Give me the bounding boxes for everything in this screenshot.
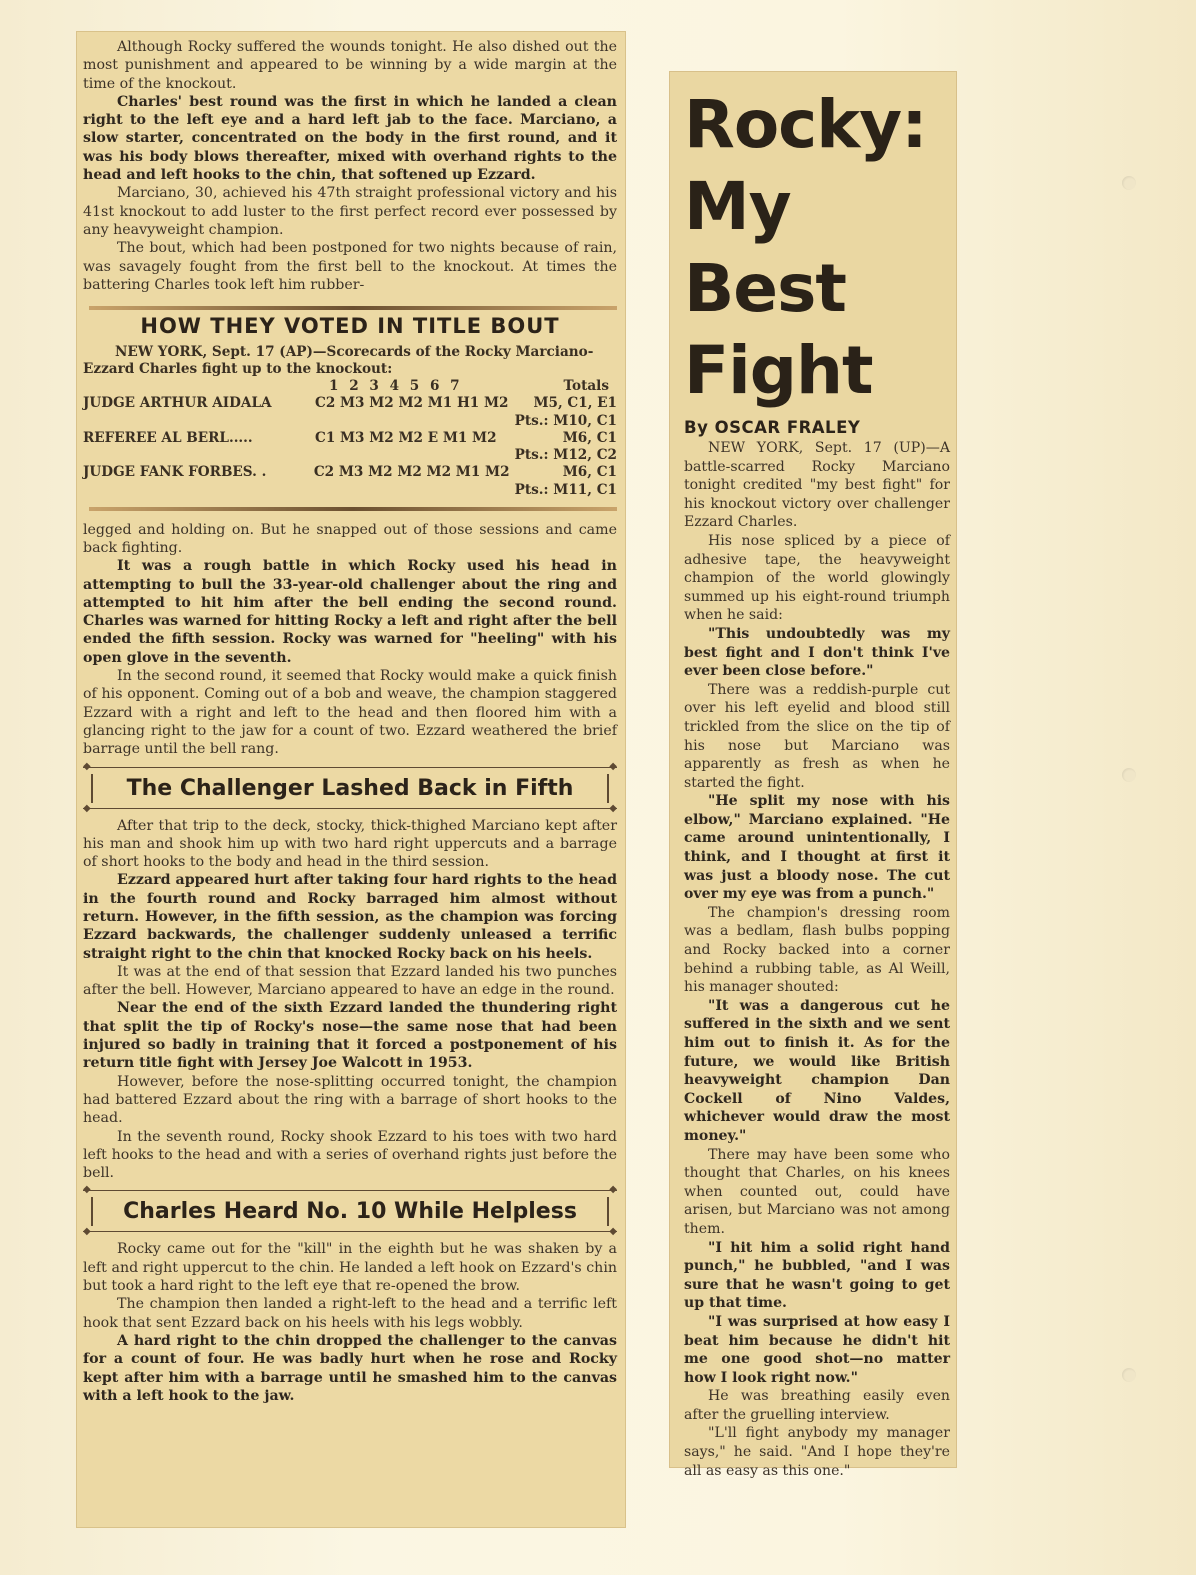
round-marks: C2 M3 M2 M2 M2 M1 M2 xyxy=(313,464,510,481)
paragraph: "I hit him a solid right hand punch," he bubbled, "and I was sure that he wasn't going to get up that time. xyxy=(684,1239,950,1312)
subhead-helpless xyxy=(83,1184,617,1238)
paragraph: legged and holding on. But he snapped out of those sessions and came back fighting. xyxy=(83,521,617,556)
article-body-end xyxy=(83,1240,617,1405)
paragraph: In the second round, it seemed that Rocky would make a quick finish of his opponent. Coming out of a bob and weave, the champion staggered Ezzard with a right and left to the head and then floored him with a glancing right to the jaw for a count of two. Ezzard weathered the brief barrage until the bell rang. xyxy=(83,668,617,758)
round-marks: C2 M3 M2 M2 M1 H1 M2 xyxy=(315,395,509,412)
diamond-ornament: ◆ xyxy=(609,1184,617,1196)
punch-hole xyxy=(1122,176,1136,190)
headline-line: Fight xyxy=(684,332,873,409)
scorecard-intro: NEW YORK, Sept. 17 (AP)—Scorecards of the Rocky Marciano-Ezzard Charles fight up to the knockout: xyxy=(83,344,594,378)
byline: By OSCAR FRALEY xyxy=(684,418,861,437)
scorecard-box xyxy=(83,306,617,511)
totals-label: Totals xyxy=(563,378,609,395)
divider-rule xyxy=(89,306,617,310)
paragraph: The champion's dressing room was a bedlam, flash bulbs popping and Rocky backed into a corner behind a rubbing table, as Al Weill, his manager shouted: xyxy=(684,904,950,996)
scorecard-title: HOW THEY VOTED IN TITLE BOUT xyxy=(140,314,560,339)
paragraph: "It was a dangerous cut he suffered in the sixth and we sent him out to finish it. As for the future, we would like British heavyweight champion Dan Cockell of Nino Valdes, whichever would draw the most money." xyxy=(684,997,950,1144)
punch-hole xyxy=(1122,768,1136,782)
paragraph: "This undoubtedly was my best fight and I don't think I've ever been close before." xyxy=(684,625,950,680)
official-name: JUDGE FANK FORBES. . xyxy=(83,464,267,481)
scorecard-points: Pts.: M12, C2 xyxy=(514,447,617,464)
scorecard-rows xyxy=(83,395,617,499)
diamond-ornament: ◆ xyxy=(83,1184,91,1196)
paragraph: "L'll fight anybody my manager says," he said. "And I hope they're all as easy as this one." xyxy=(684,1425,950,1479)
subhead-title: The Challenger Lashed Back in Fifth xyxy=(91,774,609,803)
paragraph: Rocky came out for the "kill" in the eighth but he was shaken by a left and right uppercut to the chin. He landed a left hook on Ezzard's chin but took a hard right to the left eye that re-opened the brow. xyxy=(83,1241,617,1295)
paragraph: His nose spliced by a piece of adhesive tape, the heavyweight champion of the world glowingly summed up his eight-round triumph when he said: xyxy=(684,532,950,624)
paragraph: He was breathing easily even after the gruelling interview. xyxy=(684,1388,950,1423)
article-body-fifth xyxy=(83,817,617,1183)
diamond-ornament: ◆ xyxy=(83,802,91,814)
article-body-mid xyxy=(83,521,617,759)
headline xyxy=(684,84,950,412)
paragraph: Although Rocky suffered the wounds tonight. He also dished out the most punishment and appeared to be winning by a wide margin at the time of the knockout. xyxy=(83,39,617,92)
paragraph: "I was surprised at how easy I beat him because he didn't hit me one good shot—no matter how I look right now." xyxy=(684,1313,950,1386)
paragraph: The bout, which had been postponed for two nights because of rain, was savagely fought from the first bell to the knockout. At times the battering Charles took left him rubber- xyxy=(83,240,617,293)
scorecard-totals: M5, C1, E1 xyxy=(533,395,617,412)
paragraph: Near the end of the sixth Ezzard landed the thundering right that split the tip of Rocky's nose—the same nose that had been injured so badly in training that it forced a postponement of his return title fight with Jersey Joe Walcott in 1953. xyxy=(83,1000,617,1072)
punch-hole xyxy=(1122,1368,1136,1382)
scorecard-header xyxy=(83,378,617,395)
paragraph: However, before the nose-splitting occurred tonight, the champion had battered Ezzard about the ring with a barrage of short hooks to the head. xyxy=(83,1073,617,1127)
official-name: JUDGE ARTHUR AIDALA xyxy=(83,395,272,412)
paragraph: Marciano, 30, achieved his 47th straight professional victory and his 41st knockout to add luster to the first perfect record ever possessed by any heavyweight champion. xyxy=(83,185,617,238)
official-name: REFEREE AL BERL..... xyxy=(83,429,253,446)
paragraph: Charles' best round was the first in which he landed a clean right to the left eye and a hard left jab to the face. Marciano, a slow starter, concentrated on the body in the first round, and it was his body blows thereafter, mixed with overhand rights to the head and left hooks to the chin, that softened up Ezzard. xyxy=(83,93,617,184)
headline-line: Rocky: xyxy=(684,86,927,163)
left-clipping xyxy=(77,32,625,1527)
diamond-ornament: ◆ xyxy=(609,1226,617,1238)
paragraph: There was a reddish-purple cut over his left eyelid and blood still trickled from the slice on the tip of his nose but Marciano was apparently as fresh as when he started the fight. xyxy=(684,681,950,791)
paragraph: NEW YORK, Sept. 17 (UP)—A battle-scarred Rocky Marciano tonight credited "my best fight" for his knockout victory over challenger Ezzard Charles. xyxy=(684,440,950,531)
paragraph: "He split my nose with his elbow," Marciano explained. "He came around unintentionally, I think, and I thought at first it was just a bloody nose. The cut over my eye was from a punch." xyxy=(684,793,950,903)
scorecard-totals: M6, C1 xyxy=(562,429,617,446)
paragraph: After that trip to the deck, stocky, thick-thighed Marciano kept after his man and shook him up with two hard right uppercuts and a barrage of short hooks to the body and head in the third session. xyxy=(83,817,617,871)
paragraph: In the seventh round, Rocky shook Ezzard to his toes with two hard left hooks to the head and with a series of overhand rights just before the bell. xyxy=(83,1128,617,1182)
paragraph: The champion then landed a right-left to the head and a terrific left hook that sent Ezzard back on his heels with his legs wobbly. xyxy=(83,1296,617,1331)
round-numbers: 1 2 3 4 5 6 7 xyxy=(329,378,460,395)
headline-line: My Best xyxy=(684,168,846,327)
paragraph: It was a rough battle in which Rocky used his head in attempting to bull the 33-year-old challenger about the ring and attempted to hit him after the bell ending the second round. Charles was warned for hitting Rocky a left and right after the bell ended the fifth session. Rocky was warned for "heeling" with his open glove in the seventh. xyxy=(83,558,617,666)
divider-rule xyxy=(89,507,617,511)
diamond-ornament: ◆ xyxy=(83,1226,91,1238)
scorecard-points: Pts.: M10, C1 xyxy=(514,412,617,429)
diamond-ornament: ◆ xyxy=(609,760,617,772)
scorecard-points: Pts.: M11, C1 xyxy=(514,481,617,498)
diamond-ornament: ◆ xyxy=(609,802,617,814)
scorecard-row xyxy=(83,464,617,482)
right-clipping xyxy=(670,72,956,1479)
scorecard-totals: M6, C1 xyxy=(562,464,617,481)
diamond-ornament: ◆ xyxy=(83,760,91,772)
paragraph: A hard right to the chin dropped the challenger to the canvas for a count of four. He was badly hurt when he rose and Rocky kept after him with a barrage until he smashed him to the canvas with a left hook to the jaw. xyxy=(83,1332,617,1404)
paragraph: It was at the end of that session that Ezzard landed his two punches after the bell. However, Marciano appeared to have an edge in the round. xyxy=(83,963,617,999)
article-body-top xyxy=(83,38,617,294)
round-marks: C1 M3 M2 M2 E M1 M2 xyxy=(315,429,497,446)
subhead-fifth xyxy=(83,760,617,814)
scorecard-row xyxy=(83,430,617,448)
paragraph: There may have been some who thought that Charles, on his knees when counted out, could have arisen, but Marciano was not among them. xyxy=(684,1146,950,1237)
scorecard-row xyxy=(83,395,617,413)
paragraph: Ezzard appeared hurt after taking four hard rights to the head in the fourth round and Rocky barraged him almost without return. However, in the fifth session, as the champion was forcing Ezzard backwards, the challenger suddenly unleased a terrific straight right to the chin that knocked Rocky back on his heels. xyxy=(83,872,617,962)
article-body xyxy=(684,439,950,1480)
subhead-title: Charles Heard No. 10 While Helpless xyxy=(91,1197,609,1226)
